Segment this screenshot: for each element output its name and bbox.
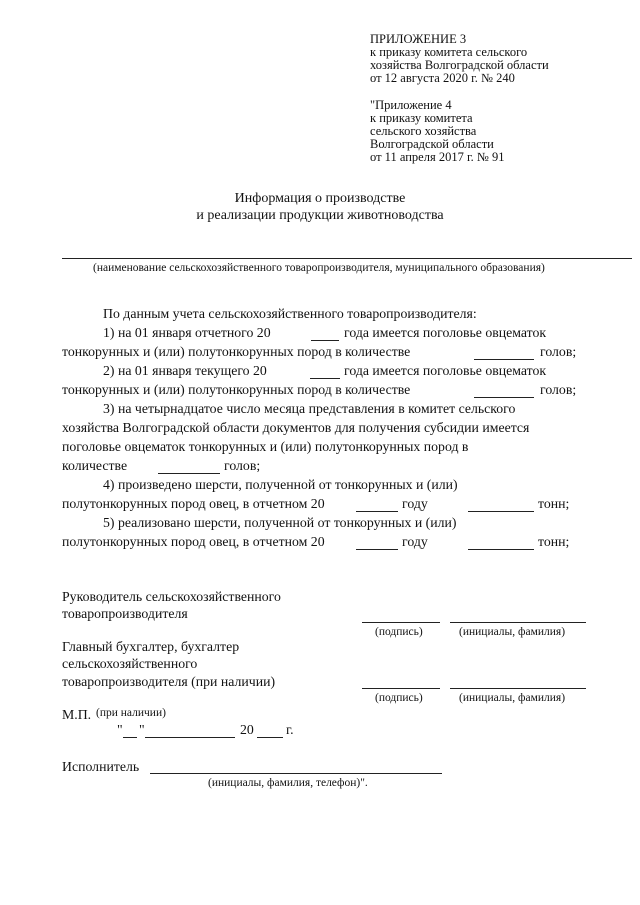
head-initials-caption: (инициалы, фамилия) <box>459 626 566 638</box>
item4-year-blank <box>356 511 398 512</box>
item3-text-c: поголовье овцематок тонкорунных и (или) полутонкорунных пород в <box>62 439 469 454</box>
item2-year-blank <box>310 378 340 379</box>
accountant-title-line3: товаропроизводителя (при наличии) <box>62 674 276 689</box>
item5-text-c: году <box>402 534 428 549</box>
item3-text-e: голов; <box>224 458 261 473</box>
date-quote-open: " <box>117 722 123 737</box>
accountant-initials-caption: (инициалы, фамилия) <box>459 692 566 704</box>
accountant-signature-caption: (подпись) <box>375 692 423 704</box>
original-appendix-line1: "Приложение 4 <box>370 98 452 112</box>
executor-caption: (инициалы, фамилия, телефон)". <box>208 777 368 789</box>
appendix-header-line1: ПРИЛОЖЕНИЕ 3 <box>370 32 467 46</box>
date-year-prefix: 20 <box>240 722 254 737</box>
original-appendix-line2: к приказу комитета <box>370 111 473 125</box>
item4-amount-blank <box>468 511 534 512</box>
accountant-signature-line <box>362 688 440 689</box>
item4-text-d: тонн; <box>538 496 570 511</box>
item5-text-a: 5) реализовано шерсти, полученной от тонкорунных и (или) <box>103 515 457 530</box>
date-day-blank <box>123 737 137 738</box>
item3-text-b: хозяйства Волгоградской области документов для получения субсидии имеется <box>62 420 530 435</box>
appendix-header-line2: к приказу комитета сельского <box>370 45 528 59</box>
item2-text-b: года имеется поголовье овцематок <box>344 363 547 378</box>
original-appendix-line4: Волгоградской области <box>370 137 494 151</box>
item4-text-b: полутонкорунных пород овец, в отчетном 20 <box>62 496 325 511</box>
document-title-line1: Информация о производстве <box>234 191 406 206</box>
item5-year-blank <box>356 549 398 550</box>
accountant-title-line2: сельскохозяйственного <box>62 656 198 671</box>
producer-caption: (наименование сельскохозяйственного товаропроизводителя, муниципального образования) <box>93 262 545 274</box>
item3-text-d: количестве <box>62 458 128 473</box>
item1-year-blank <box>311 340 339 341</box>
head-title-line2: товаропроизводителя <box>62 606 188 621</box>
item5-text-d: тонн; <box>538 534 570 549</box>
head-title-line1: Руководитель сельскохозяйственного <box>62 589 281 604</box>
date-suffix: г. <box>286 722 294 737</box>
date-quote-close: " <box>139 722 145 737</box>
item2-text-d: голов; <box>540 382 577 397</box>
date-year-blank <box>257 737 283 738</box>
date-month-blank <box>145 737 235 738</box>
document-title-line2: и реализации продукции животноводства <box>196 208 444 223</box>
item1-text-c: тонкорунных и (или) полутонкорунных пород в количестве <box>62 344 411 359</box>
item3-count-blank <box>158 473 220 474</box>
original-appendix-line5: от 11 апреля 2017 г. № 91 <box>370 150 505 164</box>
item4-text-a: 4) произведено шерсти, полученной от тонкорунных и (или) <box>103 477 458 492</box>
accountant-initials-line <box>450 688 586 689</box>
executor-label: Исполнитель <box>62 759 140 774</box>
original-appendix-line3: сельского хозяйства <box>370 124 477 138</box>
intro-text: По данным учета сельскохозяйственного товаропроизводителя: <box>103 306 477 321</box>
accountant-title-line1: Главный бухгалтер, бухгалтер <box>62 639 240 654</box>
appendix-header-line4: от 12 августа 2020 г. № 240 <box>370 71 515 85</box>
head-initials-line <box>450 622 586 623</box>
stamp-label: М.П. <box>62 707 92 722</box>
head-signature-caption: (подпись) <box>375 626 423 638</box>
item5-text-b: полутонкорунных пород овец, в отчетном 20 <box>62 534 325 549</box>
item2-text-c: тонкорунных и (или) полутонкорунных пород в количестве <box>62 382 411 397</box>
item4-text-c: году <box>402 496 428 511</box>
item1-count-blank <box>474 359 534 360</box>
item1-text-b: года имеется поголовье овцематок <box>344 325 547 340</box>
item2-count-blank <box>474 397 534 398</box>
item1-text-d: голов; <box>540 344 577 359</box>
appendix-header-line3: хозяйства Волгоградской области <box>370 58 549 72</box>
item2-text-a: 2) на 01 января текущего 20 <box>103 363 267 378</box>
executor-line <box>150 773 442 774</box>
item1-text-a: 1) на 01 января отчетного 20 <box>103 325 271 340</box>
head-signature-line <box>362 622 440 623</box>
item3-text-a: 3) на четырнадцатое число месяца представления в комитет сельского <box>103 401 516 416</box>
item5-amount-blank <box>468 549 534 550</box>
stamp-note: (при наличии) <box>96 707 166 719</box>
producer-name-line <box>62 258 632 259</box>
